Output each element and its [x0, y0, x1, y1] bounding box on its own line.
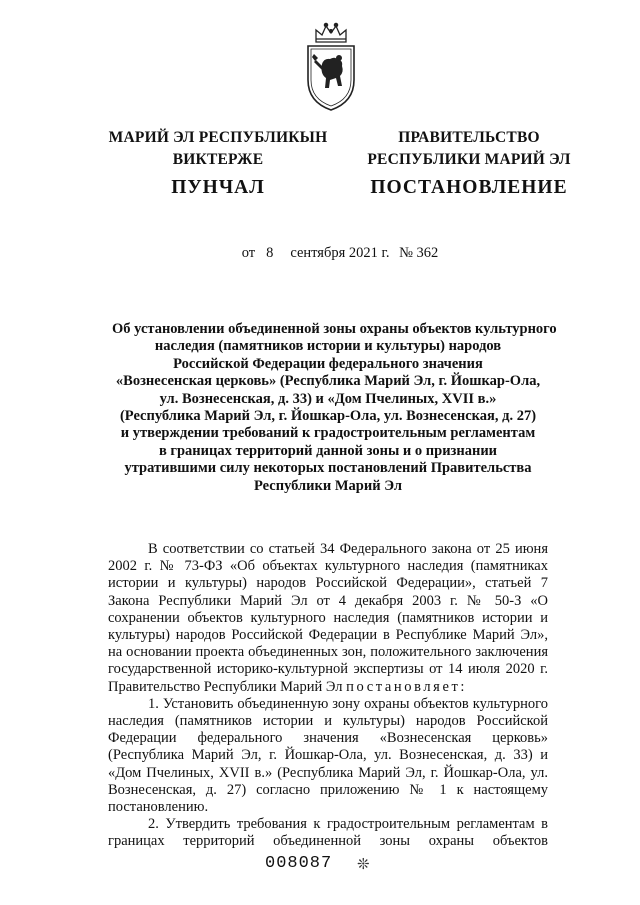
date-day: 8 — [266, 245, 274, 261]
date-prefix: от — [241, 245, 256, 261]
header-right-line1: ПРАВИТЕЛЬСТВО — [398, 129, 540, 146]
body-paragraph-1 — [108, 541, 548, 696]
number-sign: № — [399, 245, 413, 261]
title-line: Республики Марий Эл — [254, 477, 402, 494]
document-body — [108, 541, 548, 851]
title-line: Об установлении объединенной зоны охраны объектов культурного — [112, 321, 557, 337]
coat-of-arms-emblem-icon — [302, 20, 360, 112]
body-paragraph-2: 1. Установить объединенную зону охраны объектов культурного наследия (памятников истории и культуры) народов Российской Федерации федерального значения «Вознесенская церковь» (Республика Марий Эл, г. Йошкар-Ола, ул. Вознесенская, д. 33) и «Дом Пчелиных, XVII в.» (Республика Марий Эл, г. Йошкар-Ола, ул. Вознесенская, д. 27) согласно приложению № 1 к настоящему постановлению. — [108, 695, 548, 816]
header-left-doc-type: ПУНЧАЛ — [171, 177, 265, 198]
date-month-year: сентября 2021 г. — [290, 245, 390, 261]
title-line: утратившими силу некоторых постановлений Правительства — [124, 460, 532, 477]
document-number: 362 — [416, 245, 439, 261]
star-mark-icon: ❊ — [357, 857, 370, 873]
title-line: ул. Вознесенская, д. 33) и «Дом Пчелиных, XVII в.» — [159, 390, 497, 407]
body-paragraph-3: 2. Утвердить требования к градостроительным регламентам в границах территорий объединенной зоны охраны объектов — [108, 816, 548, 850]
title-line: и утверждении требований к градостроительным регламентам — [120, 425, 536, 442]
title-line: Российской Федерации федерального значения — [173, 355, 483, 372]
header-right-line2: РЕСПУБЛИКИ МАРИЙ ЭЛ — [367, 151, 571, 168]
header-right — [360, 127, 578, 205]
header-left-line2: ВИКТЕРЖЕ — [172, 151, 264, 168]
form-serial-number: 008087 — [265, 854, 333, 873]
title-line: в границах территорий данной зоны и о признании — [158, 442, 498, 459]
title-line: (Республика Марий Эл, г. Йошкар-Ола, ул. Вознесенская, д. 27) — [119, 408, 537, 425]
header-right-doc-type: ПОСТАНОВЛЕНИЕ — [370, 177, 568, 198]
decree-keyword: постановляет: — [346, 678, 468, 695]
header-left-line1: МАРИЙ ЭЛ РЕСПУБЛИКЫН — [108, 129, 328, 146]
title-line: «Вознесенская церковь» (Республика Марий Эл, г. Йошкар-Ола, — [115, 373, 541, 390]
header-left — [88, 127, 348, 205]
title-line: наследия (памятников истории и культуры) народов — [154, 338, 502, 355]
document-title — [112, 321, 557, 495]
date-line — [160, 245, 520, 262]
body-paragraph-1-text: В соответствии со статьей 34 Федерального закона от 25 июня 2002 г. № 73-ФЗ «Об объектах культурного наследия (памятниках истории и культуры) народов Российской Федерации», статьей 7 Закона Республики Марий Эл от 4 декабря 2003 г. № 50-З «О сохранении объектов культурного наследия (памятников истории и культуры) народов Российской Федерации в Республике Марий Эл», на основании проекта объединенных зон, положительного заключения государственной историко-культурной экспертизы от 14 июля 2020 г. Правительство Республики Марий Эл — [108, 541, 548, 695]
